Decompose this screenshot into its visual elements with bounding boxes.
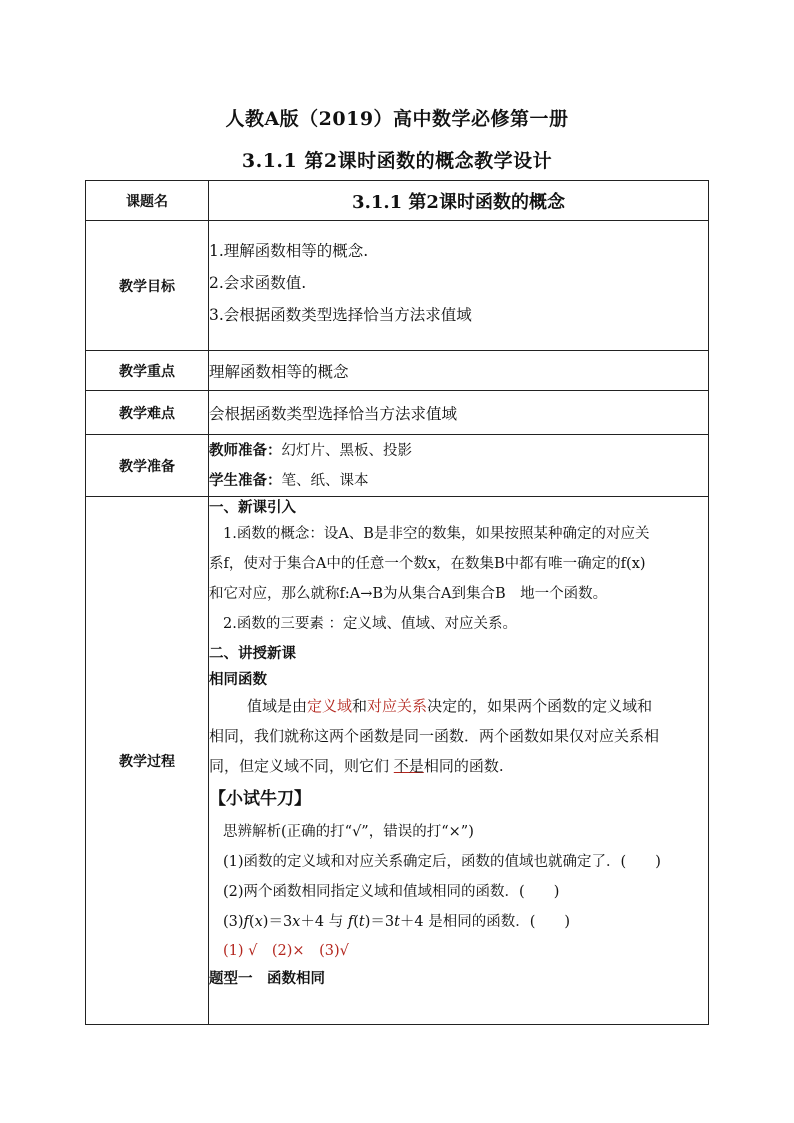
question-intro: 思辨解析(正确的打“√”，错误的打“×”) xyxy=(223,824,474,840)
text-fragment: 决定的，如果两个函数的定义域和 xyxy=(427,697,653,715)
section-heading-new: 二、讲授新课 xyxy=(209,645,296,662)
teacher-prep-label: 教师准备： xyxy=(209,441,282,459)
goals-row xyxy=(86,221,709,351)
student-prep-value: 笔、纸、课本 xyxy=(281,472,369,489)
same-function-line-3 xyxy=(209,751,708,781)
text-fragment: ＋4 是相同的函数．( ) xyxy=(399,914,571,930)
section-heading-intro: 一、新课引入 xyxy=(209,499,296,516)
goals-label: 教学目标 xyxy=(86,221,209,351)
math-t: t xyxy=(358,914,365,930)
math-t: t xyxy=(394,914,400,930)
key-point-value: 理解函数相等的概念 xyxy=(209,351,709,391)
text-fragment: (3) xyxy=(223,914,244,930)
difficulty-value: 会根据函数类型选择恰当方法求值域 xyxy=(209,391,709,435)
page-subtitle: 3.1.1 第2课时函数的概念教学设计 xyxy=(241,150,553,172)
topic-value: 3.1.1 第2课时函数的概念 xyxy=(209,181,709,221)
teacher-prep-value: 幻灯片、黑板、投影 xyxy=(281,442,412,459)
goal-item-2: 2.会求函数值. xyxy=(209,273,307,292)
preparation-label: 教学准备 xyxy=(86,435,209,497)
text-fragment: ＋4 与 xyxy=(300,914,348,930)
underlined-not: 不是 xyxy=(393,757,424,775)
text-fragment: 相同的函数. xyxy=(423,757,504,775)
math-x: x xyxy=(254,914,263,930)
topic-label: 课题名 xyxy=(86,181,209,221)
student-prep xyxy=(209,466,708,496)
subheading-same-function: 相同函数 xyxy=(209,671,267,688)
question-1: (1)函数的定义域和对应关系确定后，函数的值域也就确定了．( ) xyxy=(223,854,661,870)
difficulty-row xyxy=(86,391,709,435)
three-elements: 2.函数的三要素 ：定义域、值域、对应关系。 xyxy=(223,616,517,632)
process-label: 教学过程 xyxy=(86,497,209,1025)
math-x: x xyxy=(292,914,301,930)
trial-heading: 【小试牛刀】 xyxy=(209,789,311,809)
question-2: (2)两个函数相同指定义域和值域相同的函数．( ) xyxy=(223,884,560,900)
student-prep-label: 学生准备： xyxy=(209,471,282,489)
teacher-prep xyxy=(209,436,708,466)
concept-line-2: 系f，使对于集合A中的任意一个数x，在数集B中都有唯一确定的f(x) xyxy=(209,556,646,572)
math-f: f xyxy=(347,914,354,930)
text-fragment: 值域是由 xyxy=(247,697,308,715)
question-3 xyxy=(209,907,708,937)
text-fragment: )＝3 xyxy=(262,914,293,930)
lesson-plan-table xyxy=(85,180,709,1025)
page-title: 人教A版（2019）高中数学必修第一册 xyxy=(225,108,569,130)
goal-item-1: 1.理解函数相等的概念. xyxy=(209,241,369,260)
topic-row xyxy=(86,181,709,221)
process-cell xyxy=(209,497,709,1025)
answers: (1) √ (2)× (3)√ xyxy=(223,943,349,959)
goals-cell xyxy=(209,221,709,351)
process-row xyxy=(86,497,709,1025)
type-heading: 题型一 函数相同 xyxy=(209,970,325,987)
same-function-line-2: 相同，我们就称这两个函数是同一函数．两个函数如果仅对应关系相 xyxy=(209,727,660,745)
text-fragment: ( xyxy=(353,914,359,930)
same-function-line-1 xyxy=(209,691,708,721)
text-fragment: )＝3 xyxy=(364,914,395,930)
key-point-label: 教学重点 xyxy=(86,351,209,391)
concept-line-1: 1.函数的概念：设A、B是非空的数集，如果按照某种确定的对应关 xyxy=(223,526,650,542)
text-fragment: 和 xyxy=(352,697,368,715)
text-fragment: 同，但定义域不同，则它们 xyxy=(209,757,390,775)
highlight-correspondence: 对应关系 xyxy=(367,697,428,715)
difficulty-label: 教学难点 xyxy=(86,391,209,435)
goal-item-3: 3.会根据函数类型选择恰当方法求值域 xyxy=(209,305,472,324)
concept-line-3: 和它对应，那么就称f:A→B为从集合A到集合B 地一个函数。 xyxy=(209,586,608,602)
text-fragment: ( xyxy=(248,914,255,930)
highlight-domain: 定义域 xyxy=(307,697,353,715)
preparation-cell xyxy=(209,435,709,497)
math-f: f xyxy=(243,914,249,930)
preparation-row xyxy=(86,435,709,497)
key-point-row xyxy=(86,351,709,391)
